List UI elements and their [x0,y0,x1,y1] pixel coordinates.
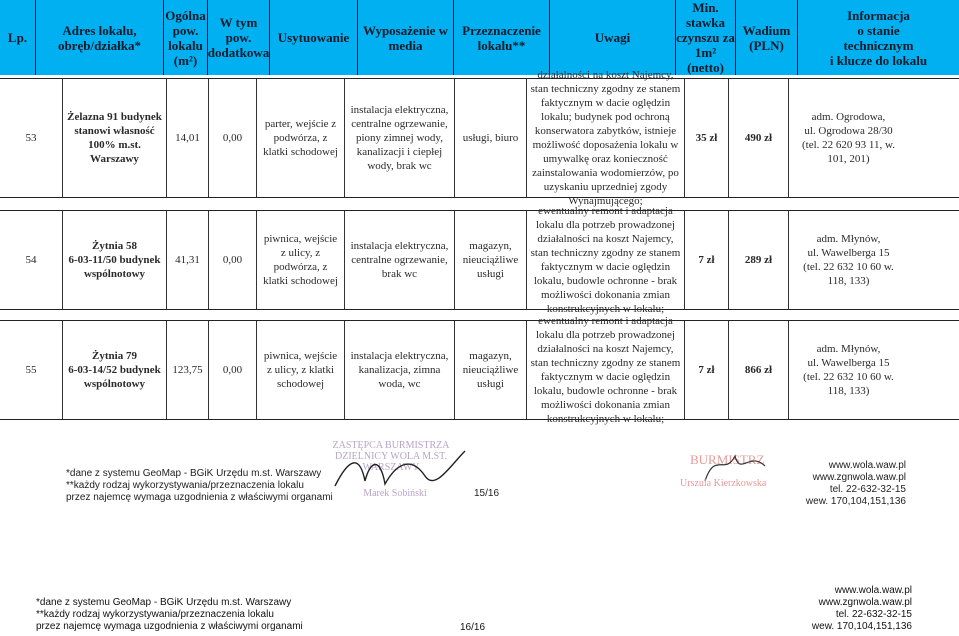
header-media: Wyposażenie w media [358,0,454,75]
scanned-contact: www.wola.waw.pl www.zgnwola.waw.pl tel. 22-632-32-15 wew. 170,104,151,136 [805,460,906,507]
header-purpose: Przeznaczenie lokalu** [454,0,550,75]
cell-address: Żytnia 79 6-03-14/52 budynek wspólnotowy [62,321,166,419]
cell-purpose: usługi, biuro [454,79,526,197]
cell-location: piwnica, wejście z ulicy, z podwórza, z klatki schodowej [256,211,344,309]
cell-location: piwnica, wejście z ulicy, z klatki schodowej [256,321,344,419]
cell-address: Żytnia 58 6-03-11/50 budynek wspólnotowy [62,211,166,309]
mayor-name: Urszula Kierzkowska [680,478,767,489]
header-location: Usytuowanie [270,0,358,75]
header-area: Ogólna pow. lokalu (m²) [164,0,208,75]
cell-media: instalacja elektryczna, centralne ogrzewanie, brak wc [344,211,454,309]
cell-location: parter, wejście z podwórza, z klatki schodowej [256,79,344,197]
cell-rate: 35 zł [684,79,728,197]
cell-extra-area: 0,00 [208,211,256,309]
table-row [0,315,959,425]
header-lp: Lp. [0,0,36,75]
cell-media: instalacja elektryczna, kanalizacja, zimna woda, wc [344,321,454,419]
table-row [0,69,959,207]
scanned-footnotes: *dane z systemu GeoMap - BGiK Urzędu m.st. Warszawy **każdy rodzaj wykorzystywania/przeznaczenia lokalu przez najemcę wymaga uzgodnienia z właściwymi organami [66,468,333,503]
scanned-page-number: 15/16 [474,488,500,499]
header-address: Adres lokalu, obręb/działka* [36,0,164,75]
cell-lp: 54 [25,254,37,266]
cell-purpose: magazyn, nieuciążliwe usługi [454,211,526,309]
cell-info: adm. Młynów, ul. Wawelberga 15 (tel. 22 632 10 60 w. 118, 133) [788,321,908,419]
vice-mayor-name: Marek Sobiński [363,488,427,499]
cell-extra-area: 0,00 [208,79,256,197]
cell-notes: ewentualny remont i adaptacja lokalu dla potrzeb prowadzonej działalności na koszt Najemcy, stan techniczny zgodny ze stanem faktycznym w dacie oględzin lokalu, budowle ochronne - brak możliwości dokonania zmian konstrukcyjnych w lokalu; [526,211,684,309]
cell-address: Żelazna 91 budynek stanowi własność 100% m.st. Warszawy [62,79,166,197]
header-rate: Min. stawka czynszu za 1m² (netto) [676,0,735,75]
cell-area: 41,31 [166,211,208,309]
scanned-footer [0,428,959,508]
mayor-stamp: BURMISTRZ [690,452,765,467]
cell-deposit: 490 zł [728,79,788,197]
cell-purpose: magazyn, nieuciążliwe usługi [454,321,526,419]
page-footnotes: *dane z systemu GeoMap - BGiK Urzędu m.st. Warszawy **każdy rodzaj wykorzystywania/przeznaczenia lokalu przez najemcę wymaga uzgodnienia z właściwymi organami [36,597,303,632]
cell-notes: ewentualny remont i adaptacja lokalu dla potrzeb prowadzonej działalności na koszt Najemcy, stan techniczny zgodny ze stanem faktycznym w dacie oględzin lokalu, budowle ochronne - brak możliwości dokonania zmian konstrukcyjnych w lokalu; [526,321,684,419]
cell-area: 123,75 [166,321,208,419]
vice-mayor-stamp: ZASTĘPCA BURMISTRZA DZIELNICY WOLA M.ST. WARSZAWY [332,440,450,473]
cell-rate: 7 zł [684,211,728,309]
cell-info: adm. Młynów, ul. Wawelberga 15 (tel. 22 632 10 60 w. 118, 133) [788,211,908,309]
cell-deposit: 866 zł [728,321,788,419]
page-contact: www.wola.waw.pl www.zgnwola.waw.pl tel. 22-632-32-15 wew. 170,104,151,136 [811,585,912,632]
header-deposit: Wadium (PLN) [736,0,798,75]
table-header [0,0,959,75]
cell-deposit: 289 zł [728,211,788,309]
cell-info: adm. Ogrodowa, ul. Ogrodowa 28/30 (tel. 22 620 93 11, w. 101, 201) [788,79,908,197]
header-notes: Uwagi [550,0,676,75]
cell-lp: 55 [25,364,37,376]
header-info: Informacja o stanie technicznym i klucze do lokalu [829,7,928,68]
cell-rate: 7 zł [684,321,728,419]
cell-lp: 53 [25,132,37,144]
cell-notes: działalności na koszt Najemcy, stan techniczny zgodny ze stanem faktycznym w dacie oględzin lokalu; budynek pod ochroną konserwatora zabytków, istnieje możliwość doposażenia lokalu w umywalkę oraz konieczność zainstalowania wodomierzów, po uzyskaniu uprzedniej zgody Wynajmującego; [526,79,684,197]
header-extra-area: W tym pow. dodatkowa [208,0,270,75]
cell-media: instalacja elektryczna, centralne ogrzewanie, piony zimnej wody, kanalizacji i ciepłej wody, brak wc [344,79,454,197]
cell-extra-area: 0,00 [208,321,256,419]
cell-area: 14,01 [166,79,208,197]
page-number: 16/16 [460,622,486,633]
table-row [0,205,959,315]
